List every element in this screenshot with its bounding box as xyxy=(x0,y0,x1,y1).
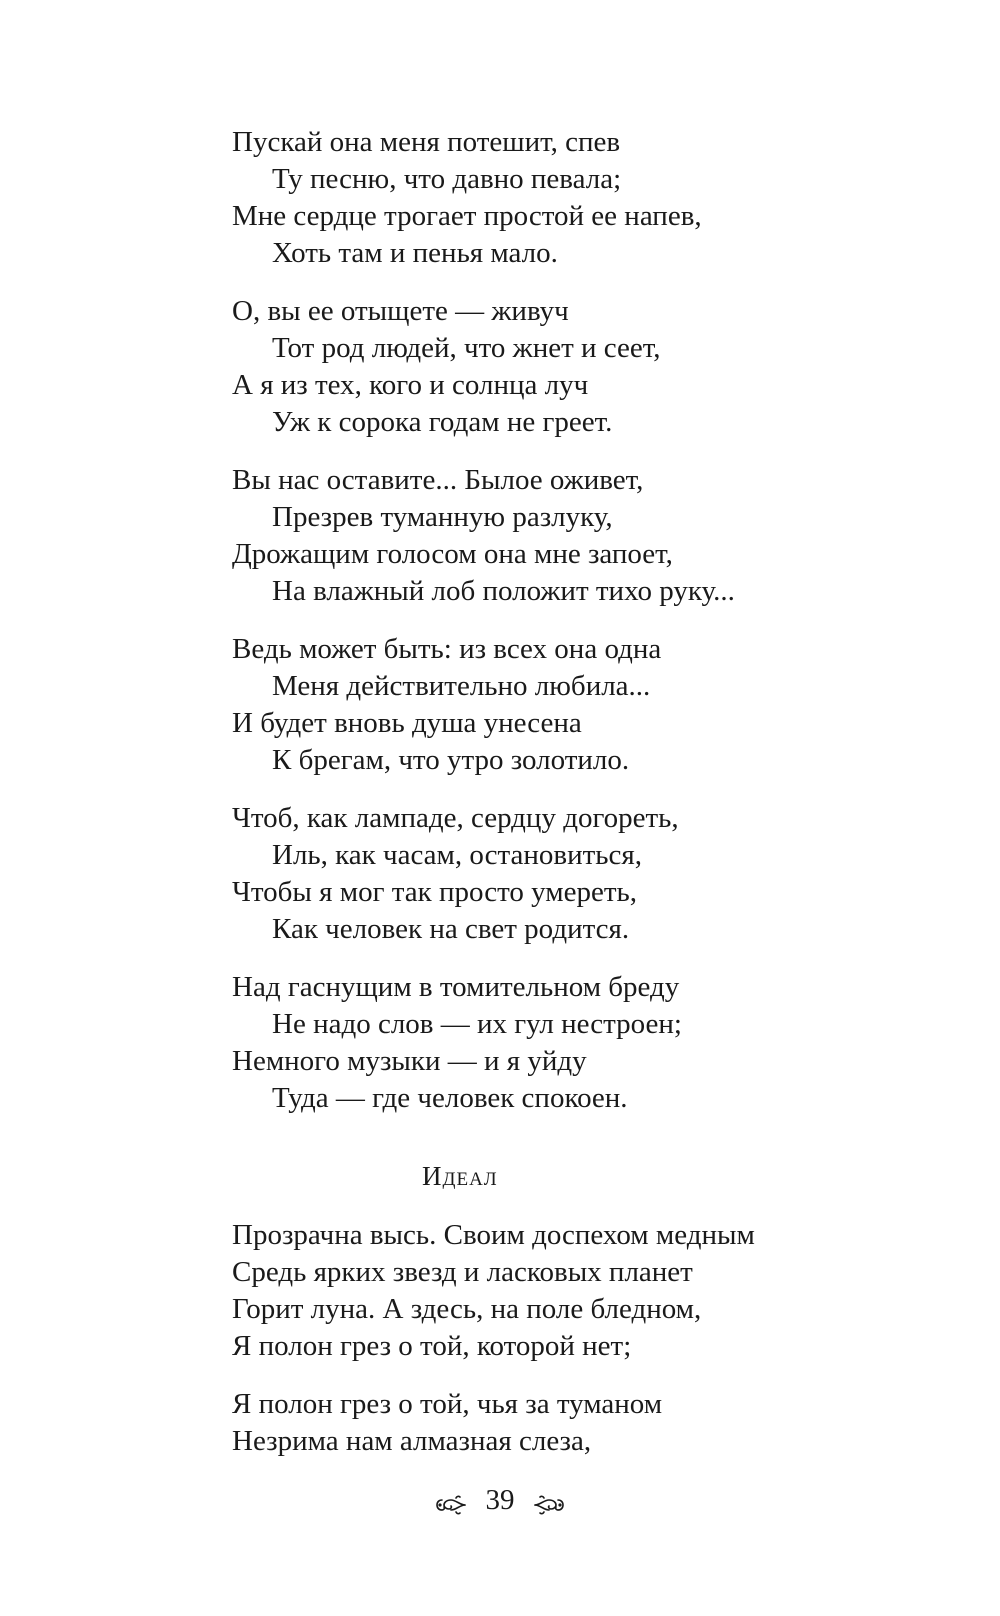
poem-line: Чтобы я мог так просто умереть, xyxy=(232,876,637,908)
stanza xyxy=(232,1386,852,1460)
stanza xyxy=(232,462,852,610)
stanza xyxy=(232,293,852,441)
poem-line: Хоть там и пенья мало. xyxy=(272,237,558,269)
poem-title: Идеал xyxy=(422,1161,498,1191)
poem-line: Я полон грез о той, чья за туманом xyxy=(232,1388,663,1420)
poem-line: Иль, как часам, остановиться, xyxy=(272,839,642,871)
poem-line: Незрима нам алмазная слеза, xyxy=(232,1425,592,1457)
floral-ornament-icon xyxy=(532,1489,566,1511)
poem-line: И будет вновь душа унесена xyxy=(232,707,582,739)
poem-line: Мне сердце трогает простой ее напев, xyxy=(232,200,702,232)
poem-line: Средь ярких звезд и ласковых планет xyxy=(232,1256,693,1288)
stanza xyxy=(232,1217,852,1365)
stanza xyxy=(232,631,852,779)
poem-line: Меня действительно любила... xyxy=(272,670,651,702)
poem-line: Немного музыки — и я уйду xyxy=(232,1045,587,1077)
poem-line: К брегам, что утро золотило. xyxy=(272,744,630,776)
stanza xyxy=(232,800,852,948)
poem-line: Горит луна. А здесь, на поле бледном, xyxy=(232,1293,702,1325)
page-footer xyxy=(0,1480,1000,1518)
poem-line: На влажный лоб положит тихо руку... xyxy=(272,575,735,607)
page-number: 39 xyxy=(485,1484,515,1517)
poem-line: Как человек на свет родится. xyxy=(272,913,630,945)
poem-line: Дрожащим голосом она мне запоет, xyxy=(232,538,673,570)
poem-line: Чтоб, как лампаде, сердцу догореть, xyxy=(232,802,679,834)
poem-line: Тот род людей, что жнет и сеет, xyxy=(272,332,661,364)
poem-ideal xyxy=(232,1217,852,1460)
poem-continued xyxy=(232,124,852,1117)
poem-line: Уж к сорока годам не греет. xyxy=(272,406,613,438)
poem-line: Прозрачна высь. Своим доспехом медным xyxy=(232,1219,755,1251)
poem-line: Не надо слов — их гул нестроен; xyxy=(272,1008,682,1040)
stanza xyxy=(232,969,852,1117)
poem-line: А я из тех, кого и солнца луч xyxy=(232,369,589,401)
poem-line: Ведь может быть: из всех она одна xyxy=(232,633,662,665)
poem-line: Пускай она меня потешит, спев xyxy=(232,126,621,158)
poem-line: Я полон грез о той, которой нет; xyxy=(232,1330,632,1362)
poem-line: Туда — где человек спокоен. xyxy=(272,1082,628,1114)
page-text xyxy=(232,124,852,1481)
floral-ornament-icon xyxy=(434,1489,468,1511)
poem-line: Ту песню, что давно певала; xyxy=(272,163,622,195)
poem-line: О, вы ее отыщете — живуч xyxy=(232,295,569,327)
stanza xyxy=(232,124,852,272)
poem-line: Вы нас оставите... Былое оживет, xyxy=(232,464,644,496)
poem-line: Над гаснущим в томительном бреду xyxy=(232,971,680,1003)
poem-line: Презрев туманную разлуку, xyxy=(272,501,613,533)
